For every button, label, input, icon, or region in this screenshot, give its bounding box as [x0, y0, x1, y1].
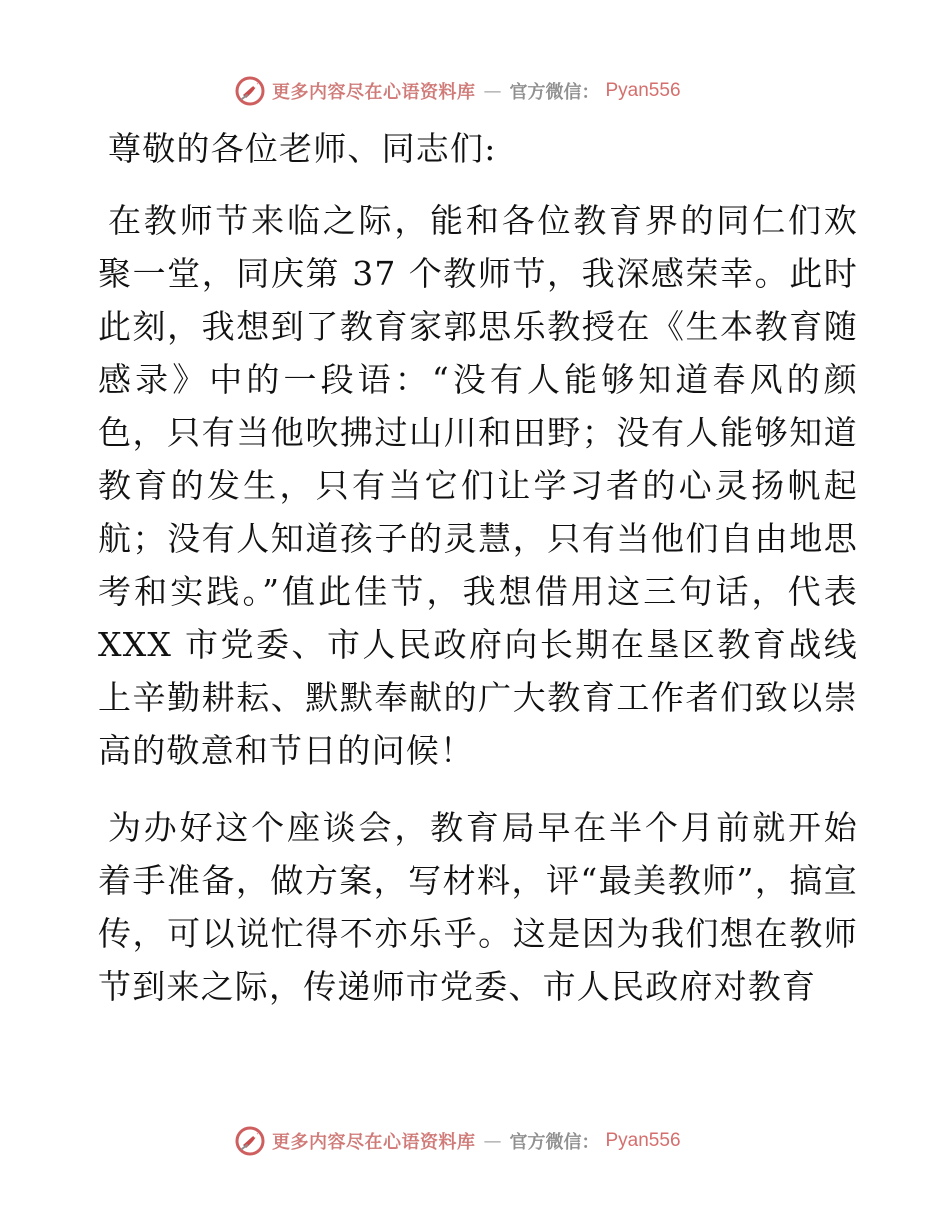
watermark-separator: — — [483, 80, 502, 102]
pen-logo-icon — [234, 1125, 266, 1157]
watermark-official-label: 官方微信： — [509, 82, 600, 103]
watermark-wechat-id: Pyan556 — [605, 1130, 681, 1151]
watermark-separator: — — [483, 1130, 502, 1152]
paragraph-1: 在教师节来临之际，能和各位教育界的同仁们欢聚一堂，同庆第 37 个教师节，我深感荣幸。此时此刻，我想到了教育家郭思乐教授在《生本教育随感录》中的一段语：“没有人能够知道春风的颜色，只有当他吹拂过山川和田野；没有人能够知道教育的发生，只有当它们让学习者的心灵扬帆起航；没有人知道孩子的灵慧，只有当他们自由地思考和实践。”值此佳节，我想借用这三句话，代表XXX 市党委、市人民政府向长期在垦区教育战线上辛勤耕耘、默默奉献的广大教育工作者们致以崇高的敬意和节日的问候！ — [98, 201, 858, 770]
watermark-wechat-id: Pyan556 — [605, 80, 681, 101]
watermark-main-text: 更多内容尽在心语资料库 — [272, 82, 476, 103]
pen-logo-icon — [234, 75, 266, 107]
greeting-line: 尊敬的各位老师、同志们: — [108, 129, 497, 168]
footer-watermark — [234, 1123, 754, 1159]
watermark-official-label: 官方微信： — [509, 1132, 600, 1153]
document-content — [98, 118, 858, 1013]
header-watermark — [234, 73, 754, 109]
watermark-main-text: 更多内容尽在心语资料库 — [272, 1132, 476, 1153]
paragraph-2: 为办好这个座谈会，教育局早在半个月前就开始着手准备，做方案，写材料，评“最美教师”，搞宣传，可以说忙得不亦乐乎。这是因为我们想在教师节到来之际，传递师市党委、市人民政府对教育 — [98, 808, 858, 1006]
